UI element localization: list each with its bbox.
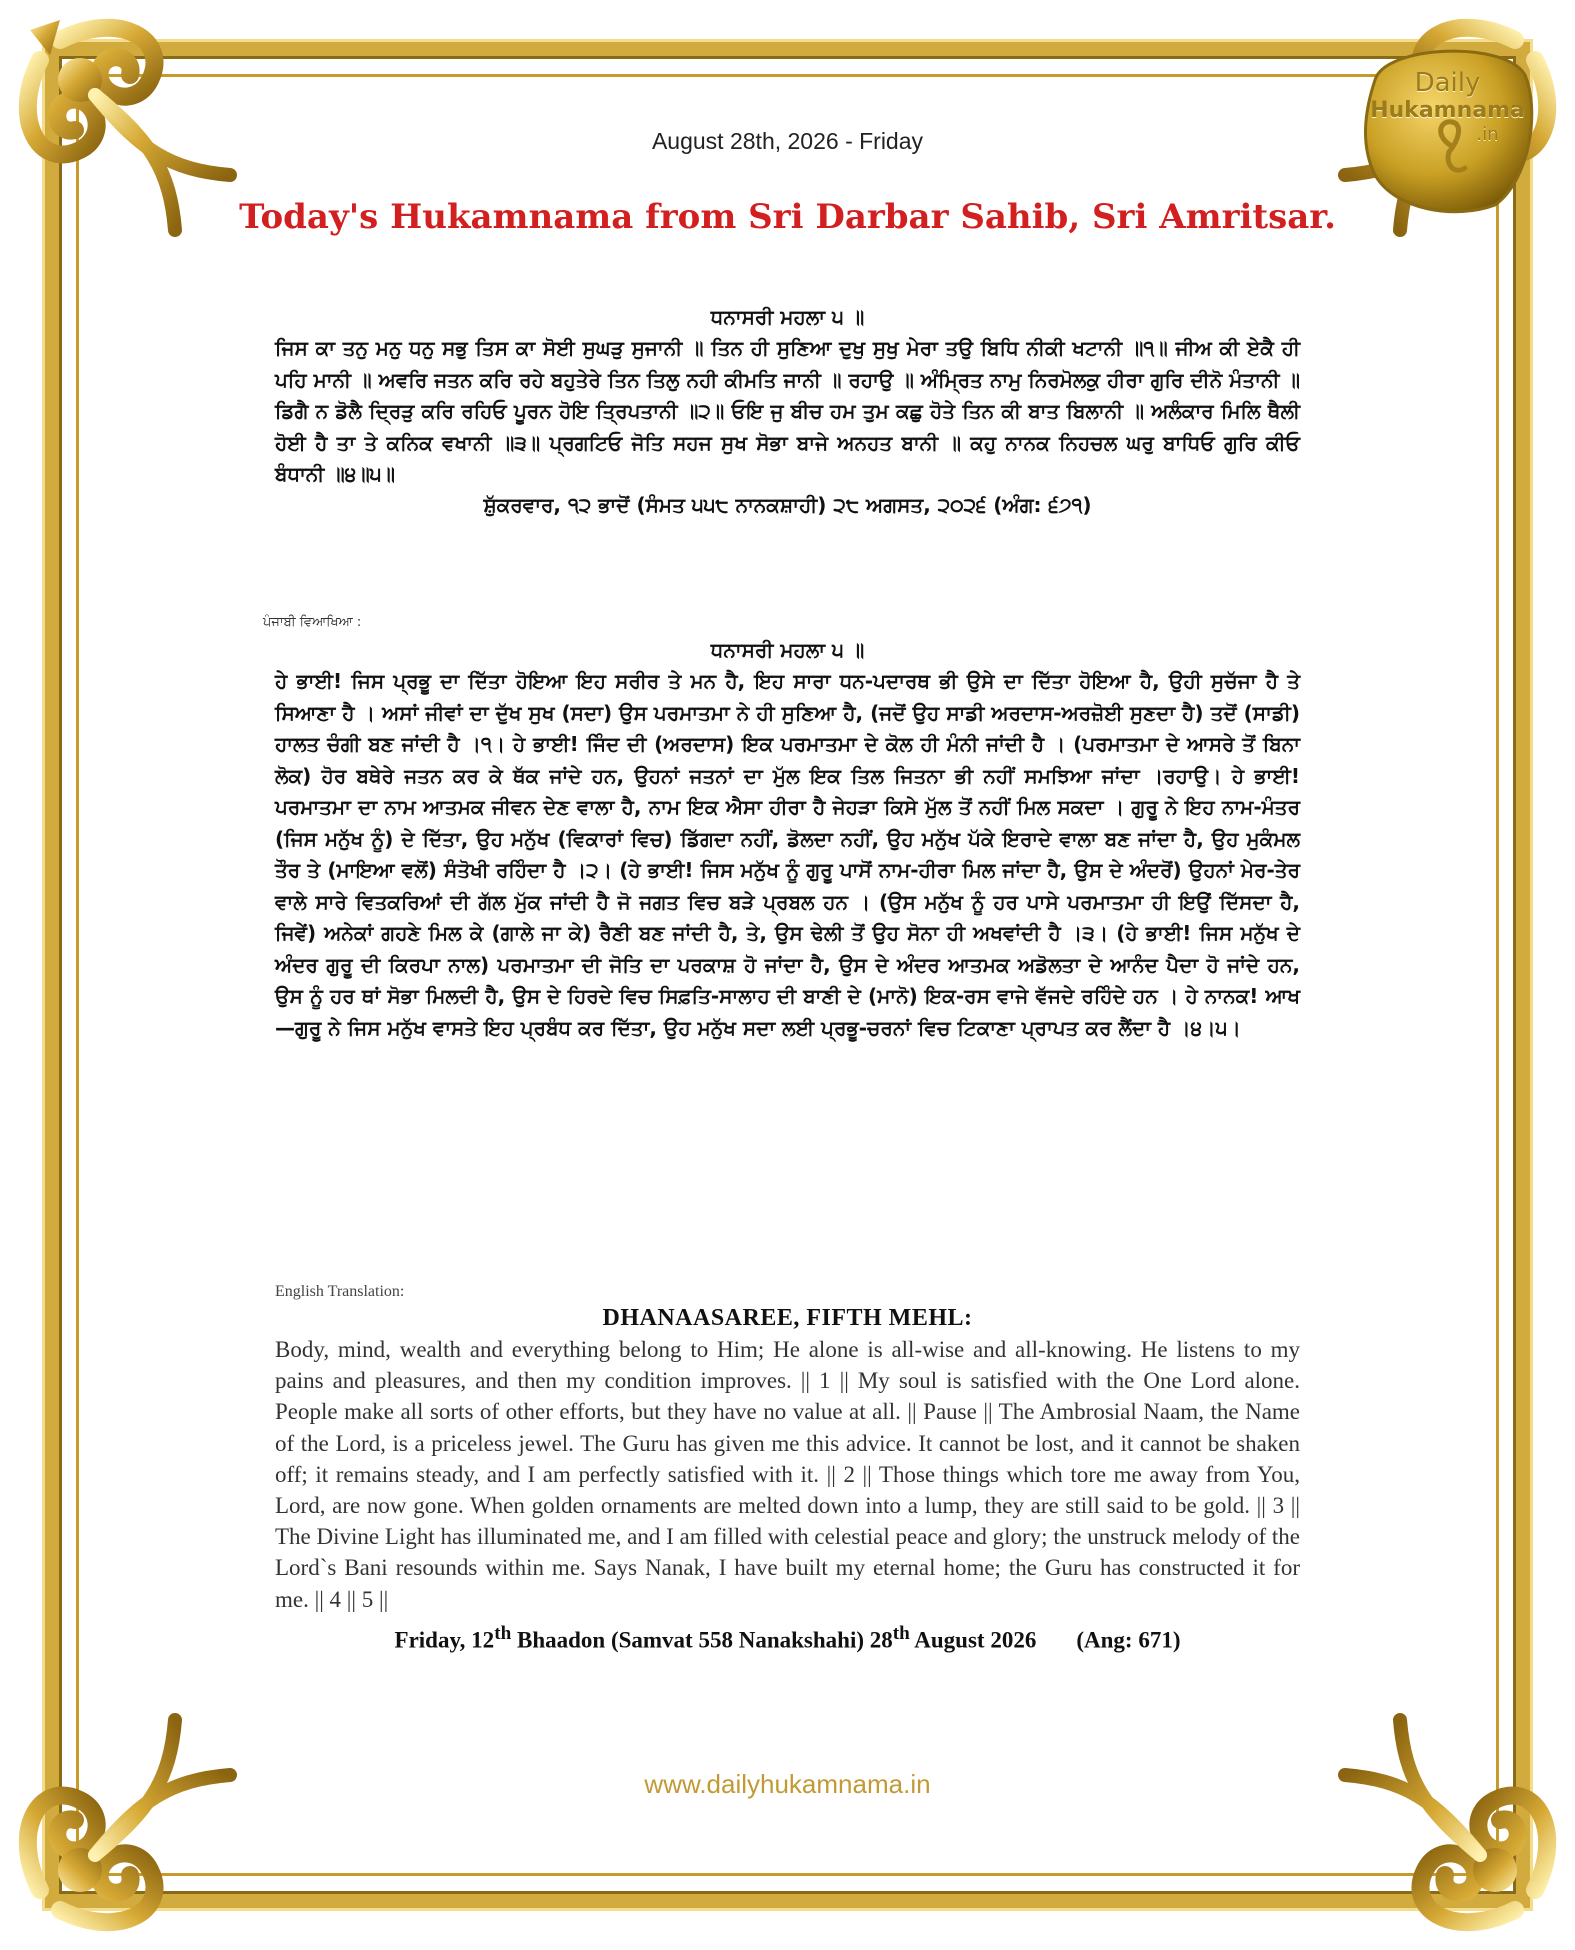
punjabi-text: ਹੇ ਭਾਈ! ਜਿਸ ਪ੍ਰਭੂ ਦਾ ਦਿੱਤਾ ਹੋਇਆ ਇਹ ਸਰੀਰ ਤੇ ਮਨ ਹੈ, ਇਹ ਸਾਰਾ ਧਨ-ਪਦਾਰਥ ਭੀ ਉਸੇ ਦਾ ਦਿੱਤਾ ਹੋਇਆ ਹੈ, ਉਹੀ ਸੁਚੱਜਾ ਹੈ ਤੇ ਸਿਆਣਾ ਹੈ । ਅਸਾਂ ਜੀਵਾਂ ਦਾ ਦੁੱਖ ਸੁਖ (ਸਦਾ) ਉਸ ਪਰਮਾਤਮਾ ਨੇ ਹੀ ਸੁਣਿਆ ਹੈ, (ਜਦੋਂ ਉਹ ਸਾਡੀ ਅਰਦਾਸ-ਅਰਜ਼ੋਈ ਸੁਣਦਾ ਹੈ) ਤਦੋਂ (ਸਾਡੀ) ਹਾਲਤ ਚੰਗੀ ਬਣ ਜਾਂਦੀ ਹੈ ।੧। ਹੇ ਭਾਈ! ਜਿੰਦ ਦੀ (ਅਰਦਾਸ) ਇਕ ਪਰਮਾਤਮਾ ਦੇ ਕੋਲ ਹੀ ਮੰਨੀ ਜਾਂਦੀ ਹੈ । (ਪਰਮਾਤਮਾ ਦੇ ਆਸਰੇ ਤੋਂ ਬਿਨਾ ਲੋਕ) ਹੋਰ ਬਥੇਰੇ ਜਤਨ ਕਰ ਕੇ ਥੱਕ ਜਾਂਦੇ ਹਨ, ਉਹਨਾਂ ਜਤਨਾਂ ਦਾ ਮੁੱਲ ਇਕ ਤਿਲ ਜਿਤਨਾ ਭੀ ਨਹੀਂ ਸਮਝਿਆ ਜਾਂਦਾ ।ਰਹਾਉ। ਹੇ ਭਾਈ! ਪਰਮਾਤਮਾ ਦਾ ਨਾਮ ਆਤਮਕ ਜੀਵਨ ਦੇਣ ਵਾਲਾ ਹੈ, ਨਾਮ ਇਕ ਐਸਾ ਹੀਰਾ ਹੈ ਜੇਹੜਾ ਕਿਸੇ ਮੁੱਲ ਤੋਂ ਨਹੀਂ ਮਿਲ ਸਕਦਾ । ਗੁਰੂ ਨੇ ਇਹ ਨਾਮ-ਮੰਤਰ (ਜਿਸ ਮਨੁੱਖ ਨੂੰ) ਦੇ ਦਿੱਤਾ, ਉਹ ਮਨੁੱਖ (ਵਿਕਾਰਾਂ ਵਿਚ) ਡਿੱਗਦਾ ਨਹੀਂ, ਡੋਲਦਾ ਨਹੀਂ, ਉਹ ਮਨੁੱਖ ਪੱਕੇ ਇਰਾਦੇ ਵਾਲਾ ਬਣ ਜਾਂਦਾ ਹੈ, ਉਹ ਮੁਕੰਮਲ ਤੌਰ ਤੇ (ਮਾਇਆ ਵਲੋਂ) ਸੰਤੋਖੀ ਰਹਿੰਦਾ ਹੈ ।੨। (ਹੇ ਭਾਈ! ਜਿਸ ਮਨੁੱਖ ਨੂੰ ਗੁਰੂ ਪਾਸੋਂ ਨਾਮ-ਹੀਰਾ ਮਿਲ ਜਾਂਦਾ ਹੈ, ਉਸ ਦੇ ਅੰਦਰੋਂ) ਉਹਨਾਂ ਮੇਰ-ਤੇਰ ਵਾਲੇ ਸਾਰੇ ਵਿਤਕਰਿਆਂ ਦੀ ਗੱਲ ਮੁੱਕ ਜਾਂਦੀ ਹੈ ਜੋ ਜਗਤ ਵਿਚ ਬੜੇ ਪ੍ਰਬਲ ਹਨ । (ਉਸ ਮਨੁੱਖ ਨੂੰ ਹਰ ਪਾਸੇ ਪਰਮਾਤਮਾ ਹੀ ਇਉਂ ਦਿੱਸਦਾ ਹੈ, ਜਿਵੇਂ) ਅਨੇਕਾਂ ਗਹਣੇ ਮਿਲ ਕੇ (ਗਾਲੇ ਜਾ ਕੇ) ਰੈਣੀ ਬਣ ਜਾਂਦੀ ਹੈ, ਤੇ, ਉਸ ਢੇਲੀ ਤੋਂ ਉਹ ਸੋਨਾ ਹੀ ਅਖਵਾਂਦੀ ਹੈ ।੩। (ਹੇ ਭਾਈ! ਜਿਸ ਮਨੁੱਖ ਦੇ ਅੰਦਰ ਗੁਰੂ ਦੀ ਕਿਰਪਾ ਨਾਲ) ਪਰਮਾਤਮਾ ਦੀ ਜੋਤਿ ਦਾ ਪਰਕਾਸ਼ ਹੋ ਜਾਂਦਾ ਹੈ, ਉਸ ਦੇ ਅੰਦਰ ਆਤਮਕ ਅਡੋਲਤਾ ਦੇ ਆਨੰਦ ਪੈਦਾ ਹੋ ਜਾਂਦੇ ਹਨ, ਉਸ ਨੂੰ ਹਰ ਥਾਂ ਸੋਭਾ ਮਿਲਦੀ ਹੈ, ਉਸ ਦੇ ਹਿਰਦੇ ਵਿਚ ਸਿਫ਼ਤਿ-ਸਾਲਾਹ ਦੀ ਬਾਣੀ ਦੇ (ਮਾਨੋ) ਇਕ-ਰਸ ਵਾਜੇ ਵੱਜਦੇ ਰਹਿੰਦੇ ਹਨ । ਹੇ ਨਾਨਕ! ਆਖ—ਗੁਰੂ ਨੇ ਜਿਸ ਮਨੁੱਖ ਵਾਸਤੇ ਇਹ ਪ੍ਰਬੰਧ ਕਰ ਦਿੱਤਾ, ਉਹ ਮਨੁੱਖ ਸਦਾ ਲਈ ਪ੍ਰਭੂ-ਚਰਨਾਂ ਵਿਚ ਟਿਕਾਣਾ ਪ੍ਰਾਪਤ ਕਰ ਲੈਂਦਾ ਹੈ ।੪।੫। bbox=[275, 669, 1300, 1040]
page-title: Today's Hukamnama from Sri Darbar Sahib, Sri Amritsar. bbox=[239, 197, 1336, 237]
english-label: English Translation: bbox=[275, 1283, 405, 1300]
punjabi-heading: ਧਨਾਸਰੀ ਮਹਲਾ ੫ ॥ bbox=[710, 638, 865, 662]
ang-reference: (Ang: 671) bbox=[1076, 1627, 1181, 1653]
punjabi-label: ਪੰਜਾਬੀ ਵਿਆਖਿਆ : bbox=[263, 615, 362, 630]
corner-bow-ornament-bottom-left bbox=[0, 1670, 280, 1950]
date-middle: Bhaadon (Samvat 558 Nanakshahi) 28 bbox=[511, 1627, 893, 1653]
english-heading: DHANAASAREE, FIFTH MEHL: bbox=[602, 1305, 973, 1331]
english-text: Body, mind, wealth and everything belong to Him; He alone is all-wise and all-knowing. He listens to my pains and pleasures, and then my condition improves. || 1 || My soul is satisfied with the One Lord alone. People make all sorts of other efforts, but they have no value at all. || Pause || The Ambrosial Naam, the Name of the Lord, is a priceless jewel. The Guru has given me this advice. It cannot be lost, and it cannot be shaken off; it remains steady, and I am perfectly satisfied with it. || 2 || Those things which tore me away from You, Lord, are now gone. When golden ornaments are melted down into a lump, they are still said to be gold. || 3 || The Divine Light has illuminated me, and I am filled with celestial peace and glory; the unstruck melody of the Lord`s Bani resounds within me. Says Nanak, I have built my eternal home; the Guru has constructed it for me. || 4 || 5 || bbox=[275, 1337, 1300, 1612]
gurbani-date-line: ਸ਼ੁੱਕਰਵਾਰ, ੧੨ ਭਾਦੋਂ (ਸੰਮਤ ੫੫੮ ਨਾਨਕਸ਼ਾਹੀ) ੨੮ ਅਗਸਤ, ੨੦੨੬ (ਅੰਗ: ੬੭੧) bbox=[483, 492, 1092, 517]
date-end: August 2026 bbox=[909, 1627, 1037, 1653]
gurbani-section bbox=[275, 305, 1300, 517]
seal-text-hukamnama: Hukamnama bbox=[1370, 98, 1525, 123]
date-sup-2: th bbox=[892, 1622, 910, 1644]
date-sup-1: th bbox=[494, 1622, 512, 1644]
date-day: Friday, 12 bbox=[394, 1627, 495, 1653]
gurbani-heading: ਧਨਾਸਰੀ ਮਹਲਾ ੫ ॥ bbox=[710, 305, 865, 329]
corner-bow-ornament-bottom-right bbox=[1295, 1670, 1575, 1950]
english-date-line bbox=[275, 1623, 1300, 1654]
gurbani-text: ਜਿਸ ਕਾ ਤਨੁ ਮਨੁ ਧਨੁ ਸਭੁ ਤਿਸ ਕਾ ਸੋਈ ਸੁਘੜੁ ਸੁਜਾਨੀ ॥ ਤਿਨ ਹੀ ਸੁਣਿਆ ਦੁਖੁ ਸੁਖੁ ਮੇਰਾ ਤਉ ਬਿਧਿ ਨੀਕੀ ਖਟਾਨੀ ॥੧॥ ਜੀਅ ਕੀ ਏਕੈ ਹੀ ਪਹਿ ਮਾਨੀ ॥ ਅਵਰਿ ਜਤਨ ਕਰਿ ਰਹੇ ਬਹੁਤੇਰੇ ਤਿਨ ਤਿਲੁ ਨਹੀ ਕੀਮਤਿ ਜਾਨੀ ॥ ਰਹਾਉ ॥ ਅੰਮ੍ਰਿਤ ਨਾਮੁ ਨਿਰਮੋਲਕੁ ਹੀਰਾ ਗੁਰਿ ਦੀਨੋ ਮੰਤਾਨੀ ॥ ਡਿਗੈ ਨ ਡੋਲੈ ਦ੍ਰਿੜੁ ਕਰਿ ਰਹਿਓ ਪੂਰਨ ਹੋਇ ਤ੍ਰਿਪਤਾਨੀ ॥੨॥ ਓਇ ਜੁ ਬੀਚ ਹਮ ਤੁਮ ਕਛੁ ਹੋਤੇ ਤਿਨ ਕੀ ਬਾਤ ਬਿਲਾਨੀ ॥ ਅਲੰਕਾਰ ਮਿਲਿ ਥੈਲੀ ਹੋਈ ਹੈ ਤਾ ਤੇ ਕਨਿਕ ਵਖਾਨੀ ॥੩॥ ਪ੍ਰਗਟਿਓ ਜੋਤਿ ਸਹਜ ਸੁਖ ਸੋਭਾ ਬਾਜੇ ਅਨਹਤ ਬਾਨੀ ॥ ਕਹੁ ਨਾਨਕ ਨਿਹਚਲ ਘਰੁ ਬਾਧਿਓ ਗੁਰਿ ਕੀਓ ਬੰਧਾਨੀ ॥੪॥੫॥ bbox=[275, 336, 1300, 486]
punjabi-explanation-section bbox=[263, 615, 1300, 1044]
website-url: www.dailyhukamnama.in bbox=[644, 1769, 931, 1799]
seal-text-daily: Daily bbox=[1414, 68, 1481, 98]
page-date: August 28th, 2026 - Friday bbox=[651, 128, 924, 154]
seal-text-domain: .in bbox=[1476, 124, 1499, 145]
english-translation-section bbox=[275, 1283, 1300, 1653]
